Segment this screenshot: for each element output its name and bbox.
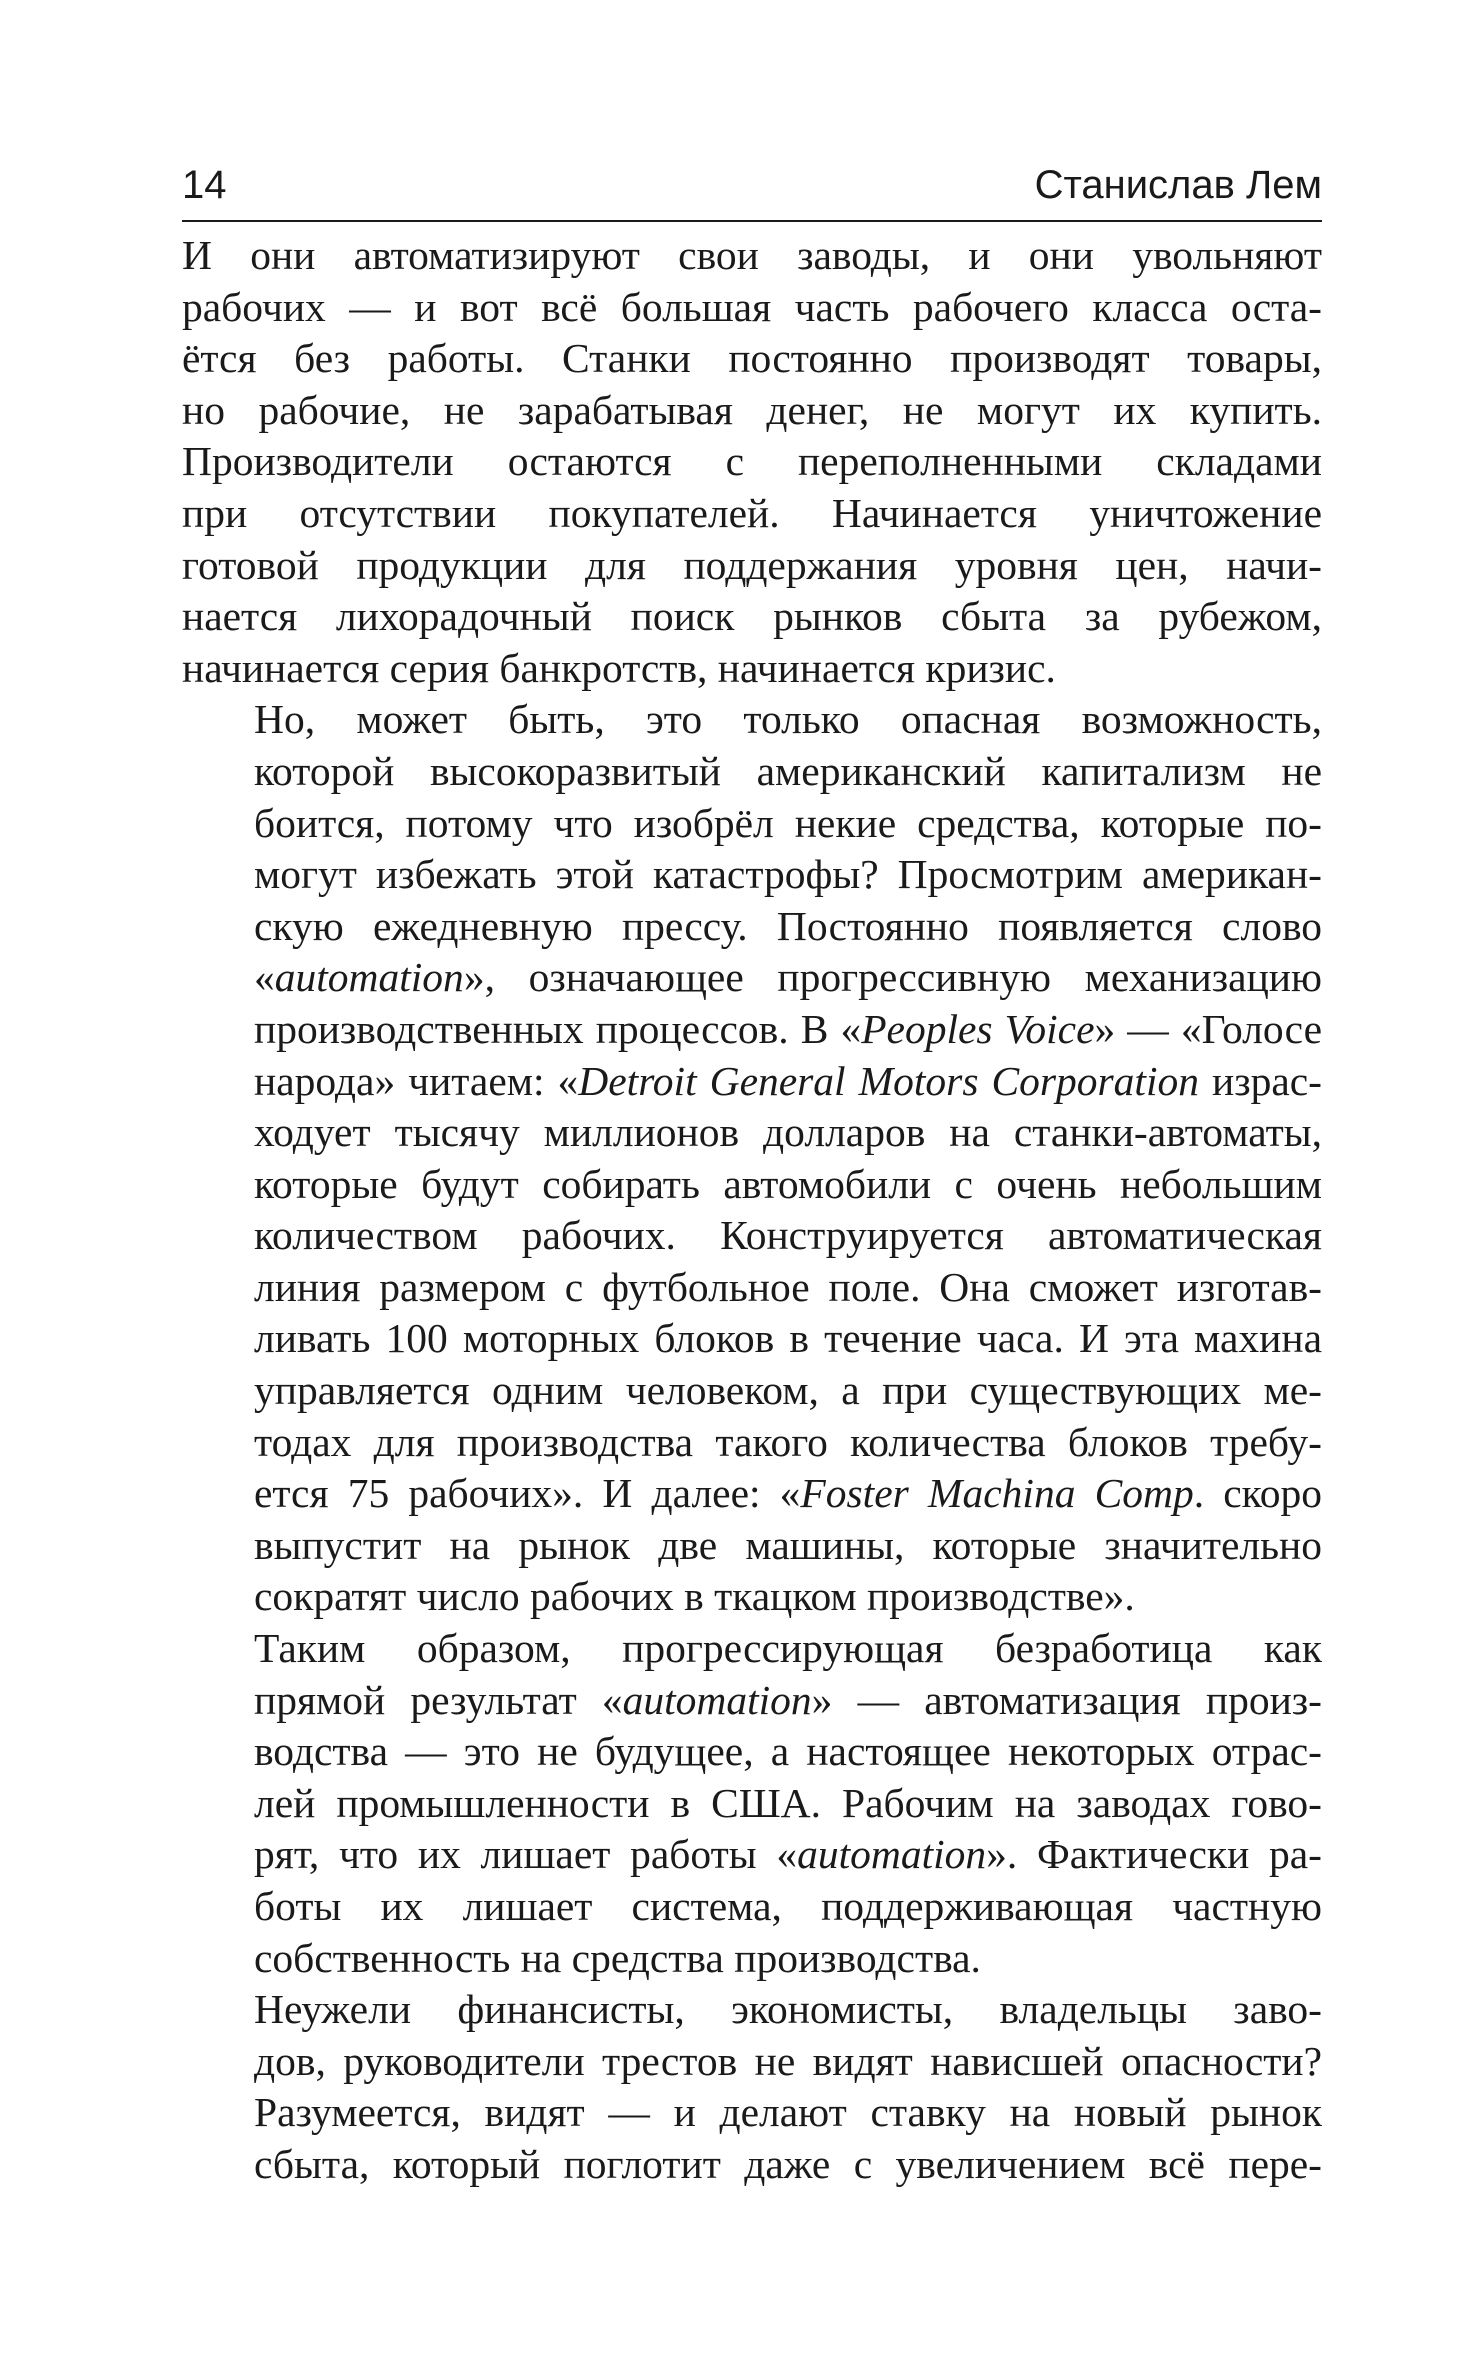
- text-line: могут избежать этой катастрофы? Просмотрим американ-: [254, 851, 1322, 898]
- text-line: Разумеется, видят — и делают ставку на новый рынок: [254, 2089, 1322, 2136]
- text-line: рабочих — и вот всё большая часть рабочего класса оста-: [182, 283, 1322, 330]
- paragraph: [182, 230, 1322, 694]
- text-line: боты их лишает система, поддерживающая частную: [254, 1883, 1322, 1929]
- text-line: ливать 100 моторных блоков в течение часа. И эта махина: [254, 1315, 1322, 1362]
- book-page: [182, 160, 1322, 2191]
- text-line: водства — это не будущее, а настоящее некоторых отрас-: [254, 1728, 1322, 1775]
- text-line: Но, может быть, это только опасная возможность,: [254, 696, 1322, 743]
- text-line: сократят число рабочих в ткацком производстве».: [254, 1573, 1135, 1620]
- paragraph: [182, 1623, 1322, 1984]
- text-line: дов, руководители трестов не видят нависшей опасности?: [254, 2037, 1322, 2084]
- text-line: скую ежедневную прессу. Постоянно появляется слово: [254, 902, 1322, 949]
- text-line: тодах для производства такого количества блоков требу-: [254, 1418, 1322, 1465]
- text-line: выпустит на рынок две машины, которые значительно: [254, 1521, 1322, 1568]
- text-line: рят, что их лишает работы «automation». Фактически ра-: [254, 1831, 1322, 1878]
- text-line: «automation», означающее прогрессивную механизацию: [254, 954, 1322, 1001]
- text-line: боится, потому что изобрёл некие средства, которые по-: [254, 799, 1322, 846]
- text-line: И они автоматизируют свои заводы, и они увольняют: [182, 232, 1322, 278]
- text-line: при отсутствии покупателей. Начинается уничтожение: [182, 489, 1322, 536]
- text-line: но рабочие, не зарабатывая денег, не могут их купить.: [182, 386, 1322, 433]
- text-line: сбыта, который поглотит даже с увеличением всё пере-: [254, 2140, 1322, 2187]
- text-line: ется 75 рабочих». И далее: «Foster Machina Comp. скоро: [254, 1470, 1322, 1517]
- text-line: линия размером с футбольное поле. Она сможет изготав-: [254, 1263, 1322, 1310]
- text-line: собственность на средства производства.: [254, 1934, 981, 1981]
- text-line: которой высокоразвитый американский капитализм не: [254, 747, 1322, 794]
- text-line: ходует тысячу миллионов долларов на станки-автоматы,: [254, 1109, 1322, 1156]
- text-line: управляется одним человеком, а при существующих ме-: [254, 1367, 1322, 1414]
- text-line: прямой результат «automation» — автоматизация произ-: [254, 1676, 1322, 1723]
- text-line: Производители остаются с переполненными складами: [182, 438, 1322, 485]
- paragraph: [182, 1984, 1322, 2190]
- text-line: производственных процессов. В «Peoples Voice» — «Голосе: [254, 1005, 1322, 1052]
- text-line: Таким образом, прогрессирующая безработица как: [254, 1625, 1322, 1672]
- paragraph: [182, 694, 1322, 1623]
- body-text: [182, 230, 1322, 2191]
- page-number: 14: [182, 163, 227, 207]
- text-line: народа» читаем: «Detroit General Motors Corporation израс-: [254, 1057, 1322, 1104]
- text-line: ётся без работы. Станки постоянно производят товары,: [182, 335, 1322, 382]
- text-line: количеством рабочих. Конструируется автоматическая: [254, 1212, 1322, 1259]
- text-line: лей промышленности в США. Рабочим на заводах гово-: [254, 1779, 1322, 1826]
- running-header: [182, 160, 1322, 222]
- text-line: которые будут собирать автомобили с очень небольшим: [254, 1160, 1322, 1207]
- text-line: готовой продукции для поддержания уровня цен, начи-: [182, 541, 1322, 588]
- text-line: Неужели финансисты, экономисты, владельцы заво-: [254, 1986, 1322, 2033]
- text-line: начинается серия банкротств, начинается кризис.: [182, 644, 1056, 691]
- text-line: нается лихорадочный поиск рынков сбыта за рубежом,: [182, 593, 1322, 640]
- running-head-author: Станислав Лем: [1034, 163, 1322, 207]
